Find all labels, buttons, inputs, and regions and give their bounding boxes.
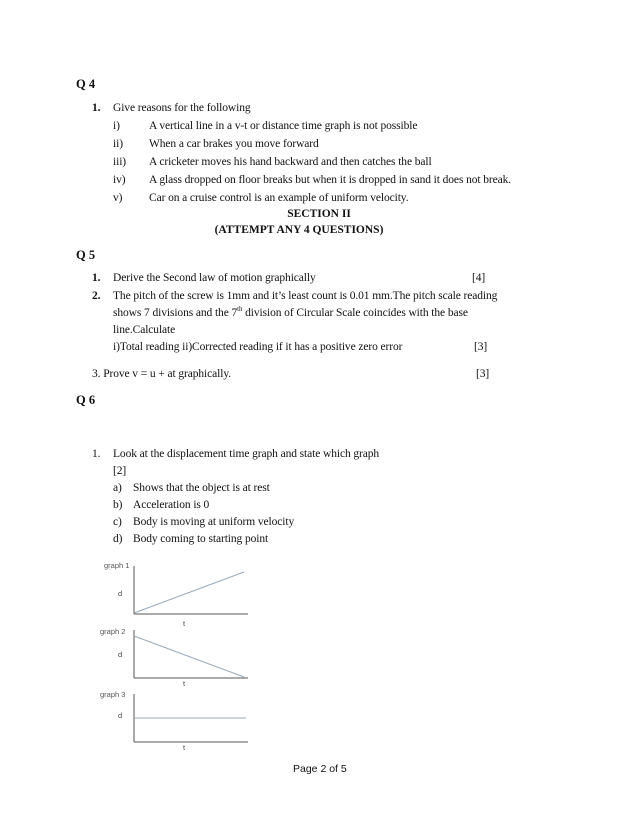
q5-item-3-text: 3. Prove v = u + at graphically. [92, 368, 232, 380]
q6-option-a-letter: a) [113, 482, 122, 494]
graph-3-caption: graph 3 [100, 690, 126, 699]
ordinal-suffix: th [237, 305, 243, 314]
graph-1-plot [130, 566, 250, 616]
q5-item-1-marks: [4] [472, 272, 486, 284]
q6-option-b-letter: b) [113, 499, 123, 511]
q5-item-2-marks: [3] [474, 341, 488, 353]
q5-item-2-line-2 [113, 307, 468, 319]
q4-reason-2-numeral: ii) [113, 138, 123, 150]
graph-1-y-label: d [118, 589, 123, 598]
q5-item-1-number: 1. [92, 272, 101, 284]
graph-3-plot [130, 694, 250, 744]
q4-reason-1: A vertical line in a v-t or distance time graph is not possible [149, 120, 418, 132]
graph-2-y-label: d [118, 650, 123, 659]
q5-heading: Q 5 [76, 248, 96, 262]
q4-reason-4: A glass dropped on floor breaks but when it is dropped in sand it does not break. [149, 174, 512, 186]
q6-marks: [2] [113, 465, 127, 477]
graph-1-caption: graph 1 [104, 561, 130, 570]
graph-1-x-label: t [183, 619, 186, 628]
q4-item-number: 1. [92, 102, 101, 114]
section-subtitle: (ATTEMPT ANY 4 QUESTIONS) [214, 224, 384, 236]
q4-heading: Q 4 [76, 77, 96, 91]
q5-item-2-line-4: i)Total reading ii)Corrected reading if it has a positive zero error [113, 341, 403, 353]
page-number: Page 2 of 5 [293, 763, 347, 775]
q5-item-2-line-2a: shows 7 divisions and the 7 [113, 307, 238, 319]
q4-reason-5: Car on a cruise control is an example of uniform velocity. [149, 192, 409, 204]
q6-option-c-letter: c) [113, 516, 122, 528]
q6-option-a: Shows that the object is at rest [133, 482, 270, 494]
q4-reason-2: When a car brakes you move forward [149, 138, 319, 150]
q5-item-1-text: Derive the Second law of motion graphically [113, 272, 316, 284]
section-title: SECTION II [287, 208, 351, 220]
q6-option-d-letter: d) [113, 533, 123, 545]
q5-item-2-line-2b: division of Circular Scale coincides with the base [242, 307, 468, 319]
q5-item-2-line-3: line.Calculate [113, 324, 176, 336]
q6-option-c: Body is moving at uniform velocity [133, 516, 295, 528]
q6-item-number: 1. [92, 448, 101, 460]
graph-2-caption: graph 2 [100, 627, 126, 636]
q5-item-3-marks: [3] [476, 368, 490, 380]
q6-intro: Look at the displacement time graph and state which graph [113, 448, 380, 460]
q4-reason-3: A cricketer moves his hand backward and then catches the ball [149, 156, 432, 168]
q6-option-d: Body coming to starting point [133, 533, 269, 545]
graph-3-x-label: t [183, 743, 186, 752]
graph-2-plot [130, 630, 250, 680]
q5-item-2-number: 2. [92, 290, 101, 302]
q4-reason-1-numeral: i) [113, 120, 120, 132]
q6-option-b: Acceleration is 0 [133, 499, 210, 511]
q6-heading: Q 6 [76, 393, 96, 407]
q4-reason-3-numeral: iii) [113, 156, 127, 168]
q4-reason-4-numeral: iv) [113, 174, 126, 186]
q4-reason-5-numeral: v) [113, 192, 123, 204]
q5-item-2-line-1: The pitch of the screw is 1mm and it’s least count is 0.01 mm.The pitch scale reading [113, 290, 498, 302]
graph-2-line [134, 636, 244, 677]
graph-1-line [134, 572, 244, 613]
graph-3-y-label: d [118, 711, 123, 720]
q4-intro: Give reasons for the following [113, 102, 251, 114]
graph-2-x-label: t [183, 679, 186, 688]
